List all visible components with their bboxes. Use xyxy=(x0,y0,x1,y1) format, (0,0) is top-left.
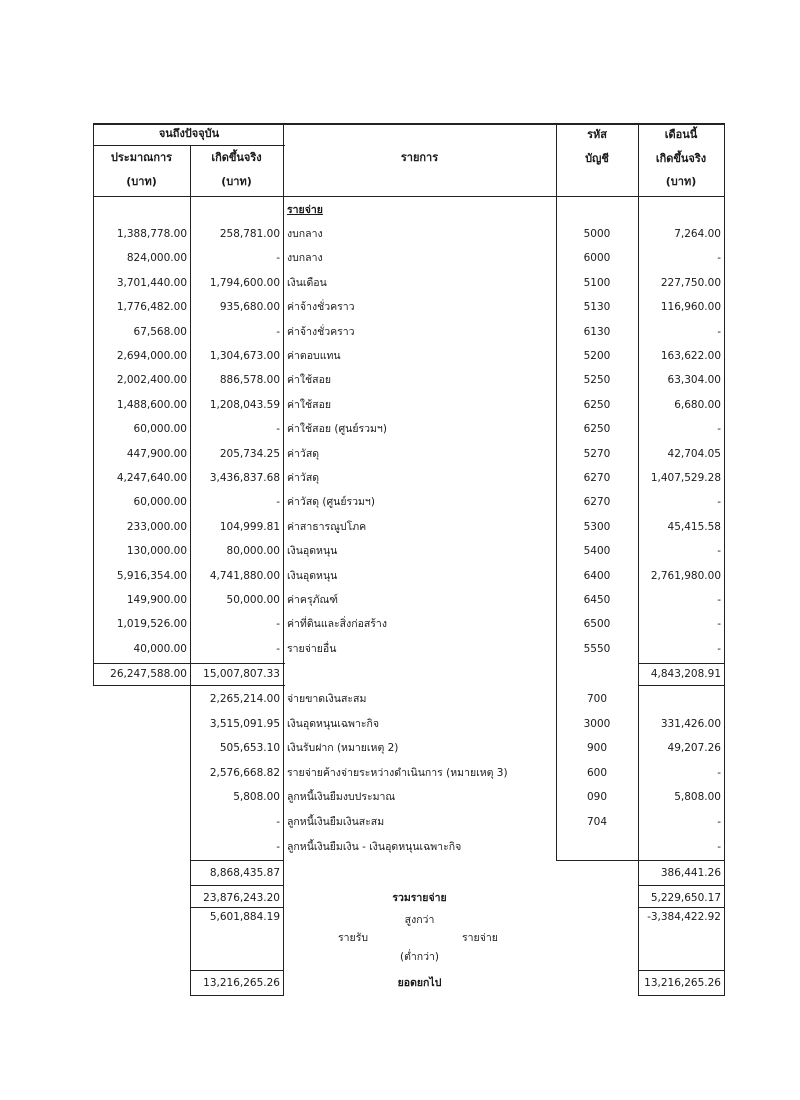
expense-row-item: ค่าใช้สอย xyxy=(287,398,332,411)
other-row-actual: - xyxy=(276,840,280,853)
other-row-actual: 2,265,214.00 xyxy=(209,693,280,705)
expense-row-budget: 130,000.00 xyxy=(126,545,187,558)
expense-row-code: 6270 xyxy=(583,496,611,509)
other-total-bottom-border-month xyxy=(638,885,725,886)
expense-row-actual: 80,000.00 xyxy=(226,545,280,558)
expense-row-actual: - xyxy=(276,325,280,338)
difference-income-label: รายรับ xyxy=(338,932,368,944)
other-row-item: ลูกหนี้เงินยืมงบประมาณ xyxy=(287,791,396,804)
other-row-actual: 505,653.10 xyxy=(219,742,280,755)
expense-row-month: - xyxy=(717,496,721,509)
expense-row-item: ค่าสาธารณูปโภค xyxy=(287,520,367,533)
expense-row-month: - xyxy=(717,423,721,436)
table-top-border xyxy=(93,123,725,125)
other-row-month: 5,808.00 xyxy=(674,791,721,804)
grand-total-label: รวมรายจ่าย xyxy=(392,892,447,904)
grand-total-month: 5,229,650.17 xyxy=(650,892,721,904)
expense-row-item: ค่าวัสดุ xyxy=(287,447,320,460)
carry-bottom-border xyxy=(190,995,284,996)
other-row-code: 900 xyxy=(586,742,608,755)
expense-row-month: - xyxy=(717,545,721,558)
carry-top-border-month xyxy=(638,970,725,971)
other-row-month: - xyxy=(717,816,721,828)
expense-row-budget: 40,000.00 xyxy=(133,642,187,655)
expense-row-code: 5000 xyxy=(583,228,611,240)
expense-row-code: 6250 xyxy=(583,423,611,436)
expense-row-code: 6000 xyxy=(583,252,611,265)
column-divider-actual xyxy=(283,123,284,996)
expense-row-budget: 447,900.00 xyxy=(126,447,187,460)
expense-row-month: 2,761,980.00 xyxy=(650,569,721,582)
other-total-bottom-border xyxy=(190,885,284,886)
difference-higher-label: สูงกว่า xyxy=(404,914,435,926)
expense-row-actual: 4,741,880.00 xyxy=(209,569,280,582)
carry-forward-label: ยอดยกไป xyxy=(397,977,442,989)
expense-row-month: - xyxy=(717,594,721,606)
expense-row-item: ค่าใช้สอย xyxy=(287,374,332,387)
header-bottom-border xyxy=(93,196,725,197)
expense-row-item: ค่าวัสดุ (ศูนย์รวมฯ) xyxy=(287,496,375,509)
difference-actual: 5,601,884.19 xyxy=(209,911,280,923)
expense-row-budget: 2,694,000.00 xyxy=(116,350,187,362)
expense-total-top-border xyxy=(93,663,285,664)
expense-row-budget: 5,916,354.00 xyxy=(116,569,187,582)
expense-row-budget: 1,019,526.00 xyxy=(116,618,187,631)
expense-row-month: 227,750.00 xyxy=(660,276,721,289)
expense-row-item: เงินอุดหนุน xyxy=(287,545,338,558)
expense-row-code: 5300 xyxy=(583,520,611,533)
expense-row-code: 5130 xyxy=(583,301,611,314)
expense-row-budget: 149,900.00 xyxy=(126,594,187,606)
other-row-code: 700 xyxy=(586,693,608,705)
difference-lower-label: (ต่ำกว่า) xyxy=(399,951,440,963)
expense-row-code: 5270 xyxy=(583,447,611,460)
expense-total-month: 4,843,208.91 xyxy=(650,668,721,680)
expense-row-month: 163,622.00 xyxy=(660,350,721,362)
expense-row-item: เงินอุดหนุน xyxy=(287,569,338,582)
expense-row-item: รายจ่ายอื่น xyxy=(287,642,337,655)
expense-row-month: - xyxy=(717,252,721,265)
header-item: รายการ xyxy=(400,151,439,164)
expense-row-actual: - xyxy=(276,618,280,631)
expense-total-bottom-border xyxy=(93,685,285,686)
grand-total-actual: 23,876,243.20 xyxy=(203,892,280,904)
header-month-actual: เกิดขึ้นจริง xyxy=(655,152,707,165)
other-row-code: 090 xyxy=(586,791,608,804)
other-row-item: จ่ายขาดเงินสะสม xyxy=(287,693,367,705)
expense-row-code: 6500 xyxy=(583,618,611,631)
expense-row-item: ค่าที่ดินและสิ่งก่อสร้าง xyxy=(287,618,387,631)
expense-row-code: 5400 xyxy=(583,545,611,558)
expense-row-actual: - xyxy=(276,496,280,509)
expense-total-actual: 15,007,807.33 xyxy=(203,668,280,680)
expense-row-item: งบกลาง xyxy=(287,228,323,240)
expense-row-actual: 1,304,673.00 xyxy=(209,350,280,362)
header-divider-todate xyxy=(93,145,285,146)
expense-row-actual: 935,680.00 xyxy=(219,301,280,314)
expense-row-month: 63,304.00 xyxy=(667,374,721,387)
expense-row-actual: 50,000.00 xyxy=(226,594,280,606)
other-row-item: เงินอุดหนุนเฉพาะกิจ xyxy=(287,717,380,730)
carry-forward-actual: 13,216,265.26 xyxy=(203,977,280,989)
expense-row-code: 6450 xyxy=(583,594,611,606)
expense-row-code: 5200 xyxy=(583,350,611,362)
expense-row-month: - xyxy=(717,618,721,631)
header-month: เดือนนี้ xyxy=(664,128,698,141)
other-row-code: 600 xyxy=(586,766,608,779)
other-row-actual: 5,808.00 xyxy=(233,791,280,804)
other-row-actual: 2,576,668.82 xyxy=(209,766,280,779)
expense-row-actual: 886,578.00 xyxy=(219,374,280,387)
other-row-item: ลูกหนี้เงินยืมเงินสะสม xyxy=(287,816,385,828)
other-row-month: 49,207.26 xyxy=(667,742,721,755)
code-column-bottom-border xyxy=(556,860,639,861)
expense-row-actual: 1,794,600.00 xyxy=(209,276,280,289)
expense-row-item: ค่าจ้างชั่วคราว xyxy=(287,301,355,314)
header-todate: จนถึงปัจจุบัน xyxy=(158,127,220,140)
expense-row-actual: - xyxy=(276,252,280,265)
other-row-actual: 3,515,091.95 xyxy=(209,717,280,730)
expense-row-budget: 824,000.00 xyxy=(126,252,187,265)
expense-row-item: ค่าจ้างชั่วคราว xyxy=(287,325,355,338)
section-title-expense: รายจ่าย xyxy=(287,204,323,216)
expense-row-budget: 2,002,400.00 xyxy=(116,374,187,387)
other-row-code: 3000 xyxy=(583,717,611,730)
other-row-month: - xyxy=(717,766,721,779)
expense-total-budget: 26,247,588.00 xyxy=(110,668,187,680)
expense-row-budget: 60,000.00 xyxy=(133,423,187,436)
expense-row-actual: - xyxy=(276,423,280,436)
header-actual: เกิดขึ้นจริง xyxy=(211,151,262,164)
expense-row-month: 42,704.05 xyxy=(667,447,721,460)
expense-row-actual: 205,734.25 xyxy=(219,447,280,460)
expense-row-budget: 1,776,482.00 xyxy=(116,301,187,314)
expense-row-month: - xyxy=(717,642,721,655)
expense-row-budget: 4,247,640.00 xyxy=(116,472,187,484)
expense-row-month: 6,680.00 xyxy=(674,398,721,411)
expense-row-code: 5100 xyxy=(583,276,611,289)
expense-total-bottom-border-month xyxy=(638,685,725,686)
difference-month: -3,384,422.92 xyxy=(647,911,721,923)
expense-row-item: ค่าตอบแทน xyxy=(287,350,341,362)
other-row-month: 331,426.00 xyxy=(660,717,721,730)
expense-total-top-border-month xyxy=(638,663,725,664)
expense-row-month: 7,264.00 xyxy=(674,228,721,240)
header-month-unit: (บาท) xyxy=(665,175,697,188)
header-actual-unit: (บาท) xyxy=(221,175,252,188)
expense-row-actual: 1,208,043.59 xyxy=(209,398,280,411)
other-total-top-border xyxy=(190,860,284,861)
expense-row-budget: 3,701,440.00 xyxy=(116,276,187,289)
carry-bottom-border-month xyxy=(638,995,725,996)
header-code-line2: บัญชี xyxy=(585,152,609,165)
difference-expense-label: รายจ่าย xyxy=(462,932,498,944)
table-right-border xyxy=(724,123,725,996)
expense-row-item: ค่าใช้สอย (ศูนย์รวมฯ) xyxy=(287,423,387,436)
other-row-code: 704 xyxy=(586,816,608,828)
expense-row-item: งบกลาง xyxy=(287,252,323,265)
other-total-top-border-month xyxy=(638,860,725,861)
expense-row-code: 6270 xyxy=(583,472,611,484)
carry-forward-month: 13,216,265.26 xyxy=(644,977,721,989)
expense-row-actual: 3,436,837.68 xyxy=(209,472,280,484)
other-total-month: 386,441.26 xyxy=(660,867,721,879)
other-row-item: รายจ่ายค้างจ่ายระหว่างดำเนินการ (หมายเหตุ 3) xyxy=(287,766,508,779)
header-budget: ประมาณการ xyxy=(110,151,173,164)
other-row-month: - xyxy=(717,840,721,853)
expense-row-budget: 233,000.00 xyxy=(126,520,187,533)
expense-row-month: 1,407,529.28 xyxy=(650,472,721,484)
expense-row-code: 6400 xyxy=(583,569,611,582)
expense-row-item: ค่าครุภัณฑ์ xyxy=(287,594,338,606)
expense-row-code: 5250 xyxy=(583,374,611,387)
grand-total-bottom-border xyxy=(190,907,284,908)
expense-row-actual: 104,999.81 xyxy=(219,520,280,533)
expense-row-budget: 1,488,600.00 xyxy=(116,398,187,411)
expense-row-code: 6130 xyxy=(583,325,611,338)
expense-row-code: 6250 xyxy=(583,398,611,411)
expense-row-month: - xyxy=(717,325,721,338)
expense-row-month: 116,960.00 xyxy=(660,301,721,314)
expense-row-budget: 60,000.00 xyxy=(133,496,187,509)
expense-row-item: ค่าวัสดุ xyxy=(287,472,320,484)
other-row-item: เงินรับฝาก (หมายเหตุ 2) xyxy=(287,742,399,755)
expense-row-code: 5550 xyxy=(583,642,611,655)
carry-top-border xyxy=(190,970,284,971)
expense-row-budget: 67,568.00 xyxy=(133,325,187,338)
other-row-item: ลูกหนี้เงินยืมเงิน - เงินอุดหนุนเฉพาะกิจ xyxy=(287,840,462,853)
other-total-actual: 8,868,435.87 xyxy=(209,867,280,879)
expense-row-budget: 1,388,778.00 xyxy=(116,228,187,240)
header-code-line1: รหัส xyxy=(587,128,607,141)
expense-row-actual: 258,781.00 xyxy=(219,228,280,240)
expense-row-actual: - xyxy=(276,642,280,655)
grand-total-bottom-border-month xyxy=(638,907,725,908)
expense-row-item: เงินเดือน xyxy=(287,276,327,289)
header-budget-unit: (บาท) xyxy=(126,175,157,188)
expense-row-month: 45,415.58 xyxy=(667,520,721,533)
other-row-actual: - xyxy=(276,816,280,828)
